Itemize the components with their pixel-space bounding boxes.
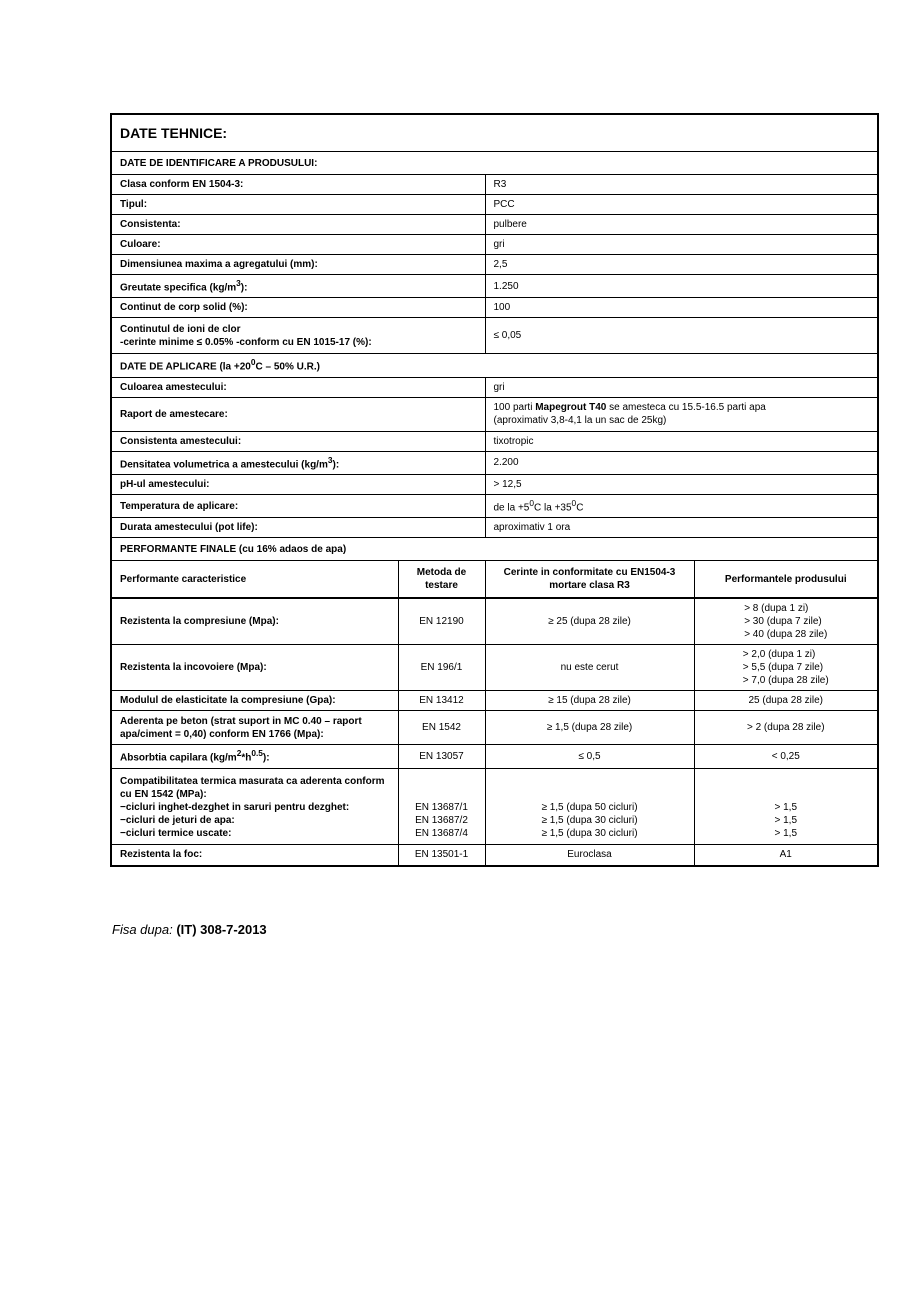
- result-line: > 40 (dupa 28 zile): [744, 629, 828, 641]
- result-line: > 2,0 (dupa 1 zi): [742, 649, 816, 661]
- label-text: Greutate specifica (kg/m: [120, 282, 237, 294]
- property-label: Dimensiunea maxima a agregatului (mm):: [112, 255, 485, 275]
- property-label: [112, 318, 485, 354]
- requirement: ≤ 0,5: [485, 745, 694, 768]
- identification-heading: DATE DE IDENTIFICARE A PRODUSULUI:: [112, 152, 877, 175]
- label-sup: 2: [236, 748, 242, 759]
- property-label: Modulul de elasticitate la compresiune (Gpa):: [112, 691, 398, 711]
- requirement: Euroclasa: [485, 844, 694, 865]
- column-header: Performantele produsului: [694, 561, 877, 599]
- performance-heading: PERFORMANTE FINALE (cu 16% adaos de apa): [112, 538, 877, 561]
- property-value: 100: [485, 298, 877, 318]
- table-row: [112, 768, 877, 844]
- table-row: [112, 235, 877, 255]
- label-text: Absorbtia capilara (kg/m: [120, 752, 237, 764]
- value-text: de la +5: [493, 502, 530, 514]
- label-line: Compatibilitatea termica masurata ca aderenta conform cu EN 1542 (MPa):: [120, 775, 385, 800]
- label-text: ):: [332, 458, 340, 470]
- property-label: [112, 745, 398, 768]
- result-line: > 1,5: [774, 814, 798, 826]
- result-line: > 1,5: [774, 801, 798, 813]
- table-row: [112, 275, 877, 298]
- value-text: C la +35: [534, 502, 572, 514]
- result-line: > 1,5: [774, 827, 798, 839]
- property-value: pulbere: [485, 215, 877, 235]
- label-sup: 0.5: [251, 748, 263, 759]
- requirement: ≥ 25 (dupa 28 zile): [485, 598, 694, 645]
- label-text: ):: [240, 282, 248, 294]
- value-text: C: [576, 502, 584, 514]
- table-row: [112, 691, 877, 711]
- property-label: Clasa conform EN 1504-3:: [112, 175, 485, 195]
- label-line: −cicluri termice uscate:: [120, 827, 232, 839]
- property-label: Raport de amestecare:: [112, 397, 485, 431]
- column-header: Cerinte in conformitate cu EN1504-3 mortare clasa R3: [485, 561, 694, 599]
- property-label: [112, 451, 485, 474]
- application-heading: [112, 354, 877, 377]
- table-row: [112, 711, 877, 745]
- property-label: Continut de corp solid (%):: [112, 298, 485, 318]
- method-line: EN 13687/1: [415, 801, 468, 813]
- technical-data-sheet: [110, 113, 879, 867]
- requirement-line: ≥ 1,5 (dupa 30 cicluri): [541, 814, 638, 826]
- label-line: Continutul de ioni de clor: [120, 323, 241, 335]
- property-label: Rezistenta la compresiune (Mpa):: [112, 598, 398, 645]
- test-method: [398, 768, 485, 844]
- section-row: [112, 152, 877, 175]
- property-value: PCC: [485, 195, 877, 215]
- property-value: > 12,5: [485, 474, 877, 494]
- table-row: [112, 645, 877, 691]
- property-value: [485, 397, 877, 431]
- column-header: Metoda de testare: [398, 561, 485, 599]
- property-label: Rezistenta la foc:: [112, 844, 398, 865]
- product-performance: [694, 768, 877, 844]
- test-method: EN 196/1: [398, 645, 485, 691]
- column-header: Performante caracteristice: [112, 561, 398, 599]
- table-row: [112, 494, 877, 517]
- value-line: [494, 401, 870, 414]
- title-row: [112, 115, 877, 152]
- label-line: -cerinte minime ≤ 0.05% -conform cu EN 1015-17 (%):: [120, 336, 372, 348]
- requirement: ≥ 15 (dupa 28 zile): [485, 691, 694, 711]
- label-sup: 3: [327, 454, 333, 465]
- table-row: [112, 598, 877, 645]
- product-performance: A1: [694, 844, 877, 865]
- label-line: −cicluri de jeturi de apa:: [120, 814, 235, 826]
- source-note: [112, 922, 267, 937]
- product-performance: 25 (dupa 28 zile): [694, 691, 877, 711]
- property-value: 1.250: [485, 275, 877, 298]
- property-label: Tipul:: [112, 195, 485, 215]
- table-row: [112, 377, 877, 397]
- label-text: ):: [262, 752, 270, 764]
- table-row: [112, 175, 877, 195]
- table-row: [112, 397, 877, 431]
- product-performance: < 0,25: [694, 745, 877, 768]
- value-sup: 0: [571, 497, 577, 508]
- heading-text: DATE DE APLICARE (la +20: [120, 361, 251, 373]
- property-label: pH-ul amestecului:: [112, 474, 485, 494]
- requirement: nu este cerut: [485, 645, 694, 691]
- test-method: EN 13501-1: [398, 844, 485, 865]
- property-value: gri: [485, 377, 877, 397]
- method-line: EN 13687/4: [415, 827, 468, 839]
- value-sup: 0: [529, 497, 535, 508]
- label-text: *h: [241, 752, 252, 764]
- section-row: [112, 538, 877, 561]
- table-row: [112, 844, 877, 865]
- product-performance: [694, 645, 877, 691]
- property-value: aproximativ 1 ora: [485, 518, 877, 538]
- test-method: EN 1542: [398, 711, 485, 745]
- table-row: [112, 215, 877, 235]
- property-label: Temperatura de aplicare:: [112, 494, 485, 517]
- property-value: R3: [485, 175, 877, 195]
- result-line: > 30 (dupa 7 zile): [744, 616, 822, 628]
- method-line: EN 13687/2: [415, 814, 468, 826]
- test-method: EN 13412: [398, 691, 485, 711]
- property-value: tixotropic: [485, 431, 877, 451]
- heading-text: C – 50% U.R.): [255, 361, 320, 373]
- test-method: EN 12190: [398, 598, 485, 645]
- result-line: > 8 (dupa 1 zi): [744, 603, 809, 615]
- test-method: EN 13057: [398, 745, 485, 768]
- property-label: Durata amestecului (pot life):: [112, 518, 485, 538]
- property-label: Aderenta pe beton (strat suport in MC 0.40 – raport apa/ciment = 0,40) conform EN 1766 (Mpa):: [112, 711, 398, 745]
- column-header-row: [112, 561, 877, 599]
- result-line: > 5,5 (dupa 7 zile): [742, 662, 824, 674]
- property-label: Rezistenta la incovoiere (Mpa):: [112, 645, 398, 691]
- product-name: Mapegrout T40: [535, 402, 607, 414]
- table-row: [112, 431, 877, 451]
- property-value: [485, 494, 877, 517]
- table-row: [112, 298, 877, 318]
- requirement-line: ≥ 1,5 (dupa 30 cicluri): [541, 827, 638, 839]
- table-row: [112, 255, 877, 275]
- table-row: [112, 745, 877, 768]
- property-value: 2,5: [485, 255, 877, 275]
- property-label: Culoarea amestecului:: [112, 377, 485, 397]
- table-row: [112, 195, 877, 215]
- property-label: Culoare:: [112, 235, 485, 255]
- product-performance: [694, 598, 877, 645]
- property-label: Consistenta amestecului:: [112, 431, 485, 451]
- requirement-line: ≥ 1,5 (dupa 50 cicluri): [541, 801, 638, 813]
- result-line: > 7,0 (dupa 28 zile): [742, 675, 829, 687]
- property-value: 2.200: [485, 451, 877, 474]
- source-value: (IT) 308-7-2013: [176, 922, 267, 937]
- requirement: ≥ 1,5 (dupa 28 zile): [485, 711, 694, 745]
- property-value: ≤ 0,05: [485, 318, 877, 354]
- label-line: −cicluri inghet-dezghet in saruri pentru dezghet:: [120, 801, 350, 813]
- table-row: [112, 451, 877, 474]
- table-row: [112, 318, 877, 354]
- property-label: [112, 768, 398, 844]
- requirement: [485, 768, 694, 844]
- table-row: [112, 518, 877, 538]
- product-performance: > 2 (dupa 28 zile): [694, 711, 877, 745]
- property-value: gri: [485, 235, 877, 255]
- heading-sup: 0: [250, 357, 256, 368]
- value-line: (aproximativ 3,8-4,1 la un sac de 25kg): [493, 415, 667, 427]
- label-sup: 3: [236, 278, 241, 288]
- property-label: [112, 275, 485, 298]
- value-text: 100 parti: [493, 402, 536, 414]
- source-label: Fisa dupa:: [112, 922, 173, 937]
- sheet-title: DATE TEHNICE:: [112, 115, 877, 152]
- section-row: [112, 354, 877, 377]
- value-text: se amesteca cu 15.5-16.5 parti apa: [606, 402, 766, 414]
- technical-data-table: [112, 115, 877, 865]
- label-text: Densitatea volumetrica a amestecului (kg/m: [120, 458, 328, 470]
- property-label: Consistenta:: [112, 215, 485, 235]
- table-row: [112, 474, 877, 494]
